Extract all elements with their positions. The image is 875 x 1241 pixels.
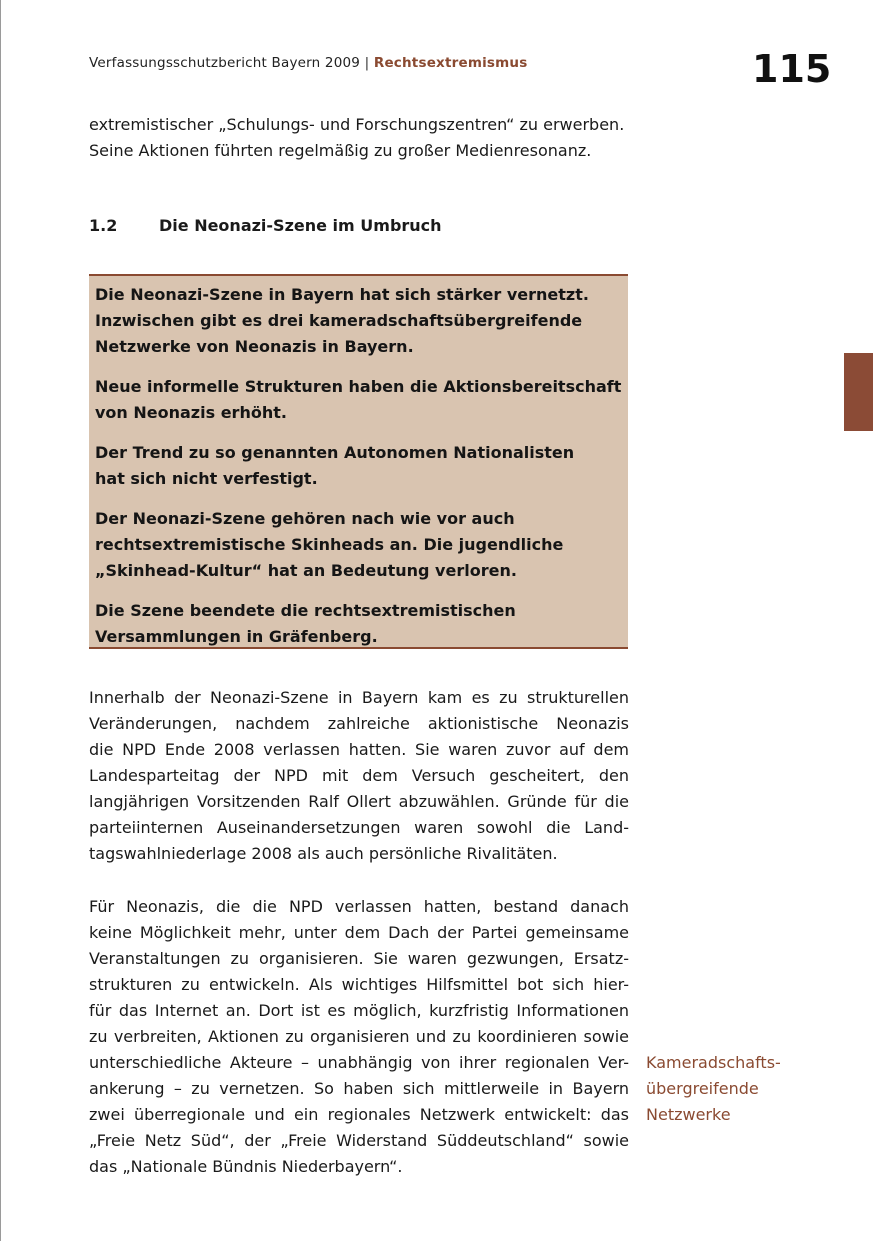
page-number: 115: [752, 47, 832, 91]
page-edge-line: [0, 0, 1, 1241]
summary-point: [95, 282, 622, 360]
summary-point: [95, 506, 622, 584]
header-separator: |: [364, 55, 370, 71]
section-number: 1.2: [89, 216, 118, 235]
text-line: Netzwerke von Neonazis in Bayern.: [95, 337, 414, 356]
text-line: die NPD Ende 2008 verlassen hatten. Sie waren zuvor auf dem: [89, 740, 629, 759]
text-line: Innerhalb der Neonazi-Szene in Bayern kam es zu strukturellen: [89, 688, 629, 707]
section-title: Die Neonazi-Szene im Umbruch: [159, 216, 442, 235]
section-name: Rechtsextremismus: [373, 55, 528, 71]
text-line: tagswahlniederlage 2008 als auch persönliche Rivalitäten.: [89, 844, 558, 863]
text-line: Die Szene beendete die rechtsextremistischen: [95, 601, 516, 620]
margin-note: [646, 1050, 781, 1128]
text-line: Der Trend zu so genannten Autonomen Nationalisten: [95, 443, 575, 462]
text-line: Für Neonazis, die die NPD verlassen hatten, bestand danach: [89, 897, 629, 916]
summary-point: [95, 440, 622, 492]
running-header: [89, 55, 527, 71]
text-line: „Freie Netz Süd“, der „Freie Widerstand Süddeutschland“ sowie: [89, 1131, 629, 1150]
text-line: Der Neonazi-Szene gehören nach wie vor auch: [95, 509, 515, 528]
text-line: „Skinhead-Kultur“ hat an Bedeutung verloren.: [95, 561, 517, 580]
text-line: keine Möglichkeit mehr, unter dem Dach der Partei gemeinsame: [89, 923, 629, 942]
body-paragraph-1: [89, 685, 629, 867]
text-line: parteiinternen Auseinandersetzungen waren sowohl die Land-: [89, 818, 629, 837]
margin-note-line: übergreifende: [646, 1079, 759, 1098]
text-line: hat sich nicht verfestigt.: [95, 469, 318, 488]
text-line: Veränderungen, nachdem zahlreiche aktionistische Neonazis: [89, 714, 629, 733]
text-line: von Neonazis erhöht.: [95, 403, 287, 422]
margin-note-line: Netzwerke: [646, 1105, 731, 1124]
summary-box: [89, 274, 628, 649]
text-line: unterschiedliche Akteure – unabhängig von ihrer regionalen Ver-: [89, 1053, 629, 1072]
text-line: zwei überregionale und ein regionales Netzwerk entwickelt: das: [89, 1105, 629, 1124]
text-line: strukturen zu entwickeln. Als wichtiges Hilfsmittel bot sich hier-: [89, 975, 629, 994]
margin-note-line: Kameradschafts-: [646, 1053, 781, 1072]
text-line: zu verbreiten, Aktionen zu organisieren und zu koordinieren sowie: [89, 1027, 629, 1046]
text-line: Versammlungen in Gräfenberg.: [95, 627, 378, 646]
text-line: Veranstaltungen zu organisieren. Sie waren gezwungen, Ersatz-: [89, 949, 629, 968]
summary-point: [95, 598, 622, 650]
text-line: Seine Aktionen führten regelmäßig zu großer Medienresonanz.: [89, 141, 592, 160]
text-line: das „Nationale Bündnis Niederbayern“.: [89, 1157, 403, 1176]
text-line: ankerung – zu vernetzen. So haben sich mittlerweile in Bayern: [89, 1079, 629, 1098]
text-line: Die Neonazi-Szene in Bayern hat sich stärker vernetzt.: [95, 285, 589, 304]
section-heading: [89, 216, 442, 235]
body-paragraph-2: [89, 894, 629, 1180]
text-line: langjährigen Vorsitzenden Ralf Ollert abzuwählen. Gründe für die: [89, 792, 629, 811]
report-title: Verfassungsschutzbericht Bayern 2009: [89, 55, 361, 71]
summary-point: [95, 374, 622, 426]
text-line: Inzwischen gibt es drei kameradschaftsübergreifende: [95, 311, 583, 330]
text-line: Landesparteitag der NPD mit dem Versuch gescheitert, den: [89, 766, 629, 785]
text-line: extremistischer „Schulungs- und Forschungszentren“ zu erwerben.: [89, 115, 625, 134]
intro-paragraph: [89, 112, 629, 164]
chapter-tab-marker: [844, 353, 873, 431]
text-line: für das Internet an. Dort ist es möglich, kurzfristig Informationen: [89, 1001, 629, 1020]
text-line: Neue informelle Strukturen haben die Aktionsbereitschaft: [95, 377, 622, 396]
text-line: rechtsextremistische Skinheads an. Die jugendliche: [95, 535, 564, 554]
